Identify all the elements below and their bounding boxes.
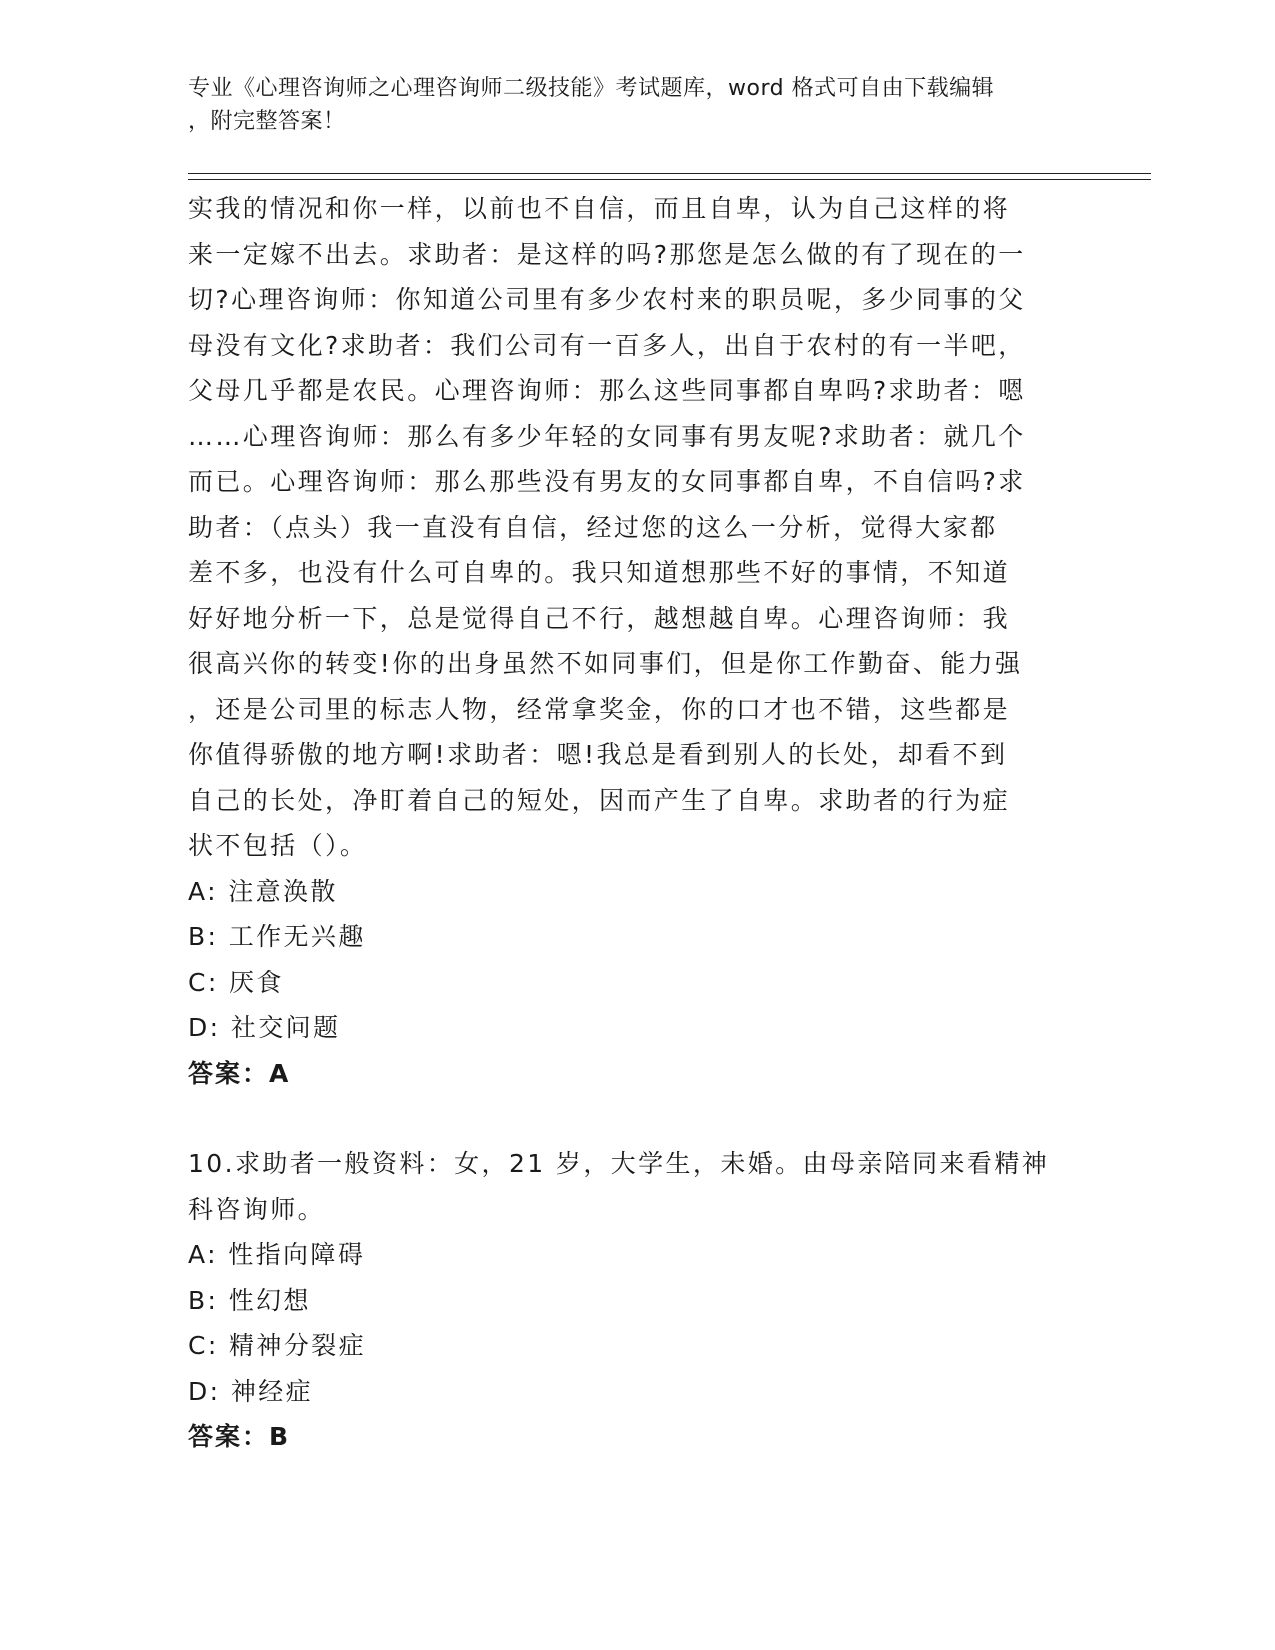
text-line: 父母几乎都是农民。心理咨询师：那么这些同事都自卑吗?求助者：嗯 <box>188 376 1026 405</box>
option-d: D: 社交问题 <box>188 1013 341 1042</box>
question-9-answer: 答案：A <box>188 1058 291 1088</box>
text-line: 自己的长处，净盯着自己的短处，因而产生了自卑。求助者的行为症 <box>188 785 1011 815</box>
option-a: A: 性指向障碍 <box>188 1240 366 1269</box>
text-line: 状不包括（）。 <box>188 831 368 860</box>
question-spacer <box>188 1096 1068 1141</box>
option-b: B: 性幻想 <box>188 1285 311 1315</box>
text-line: 母没有文化?求助者：我们公司有一百多人，出自于农村的有一半吧， <box>188 330 1026 360</box>
option-c: C: 精神分裂症 <box>188 1331 367 1360</box>
option-a: A: 注意涣散 <box>188 876 338 906</box>
text-line: ，还是公司里的标志人物，经常拿奖金，你的口才也不错，这些都是 <box>188 694 1011 724</box>
text-line: 实我的情况和你一样，以前也不自信，而且自卑，认为自己这样的将 <box>188 194 1011 223</box>
text-line: 10.求助者一般资料：女，21 岁，大学生，未婚。由母亲陪同来看精神 <box>188 1149 1050 1178</box>
header-line: ，附完整答案！ <box>188 109 346 134</box>
question-10-answer: 答案：B <box>188 1422 291 1451</box>
text-line: 切?心理咨询师：你知道公司里有多少农村来的职员呢，多少同事的父 <box>188 285 1026 314</box>
header-rule-top <box>188 173 1151 174</box>
option-d: D: 神经症 <box>188 1376 314 1406</box>
header-line: 专业《心理咨询师之心理咨询师二级技能》考试题库，word 格式可自由下载编辑 <box>188 76 995 101</box>
option-c: C: 厌食 <box>188 967 284 997</box>
question-10-text <box>188 1141 1068 1232</box>
text-line: 差不多，也没有什么可自卑的。我只知道想那些不好的事情，不知道 <box>188 558 1011 587</box>
text-line: 科咨询师。 <box>188 1194 326 1224</box>
document-body <box>188 186 1068 1460</box>
text-line: 助者：（点头）我一直没有自信，经过您的这么一分析，觉得大家都 <box>188 512 998 542</box>
header-rule-bottom <box>188 179 1151 180</box>
question-9-options <box>188 869 1068 1051</box>
page-header <box>188 72 1068 138</box>
text-line: 你值得骄傲的地方啊!求助者：嗯!我总是看到别人的长处，却看不到 <box>188 740 1008 769</box>
text-line: 很高兴你的转变!你的出身虽然不如同事们，但是你工作勤奋、能力强 <box>188 649 1023 678</box>
question-9-text <box>188 186 1068 869</box>
question-10-options <box>188 1232 1068 1414</box>
text-line: 而已。心理咨询师：那么那些没有男友的女同事都自卑，不自信吗?求 <box>188 467 1026 496</box>
option-b: B: 工作无兴趣 <box>188 922 366 951</box>
text-line: 好好地分析一下，总是觉得自己不行，越想越自卑。心理咨询师：我 <box>188 603 1011 633</box>
text-line: 来一定嫁不出去。求助者：是这样的吗?那您是怎么做的有了现在的一 <box>188 239 1026 269</box>
text-line: ……心理咨询师：那么有多少年轻的女同事有男友呢?求助者：就几个 <box>188 421 1026 451</box>
